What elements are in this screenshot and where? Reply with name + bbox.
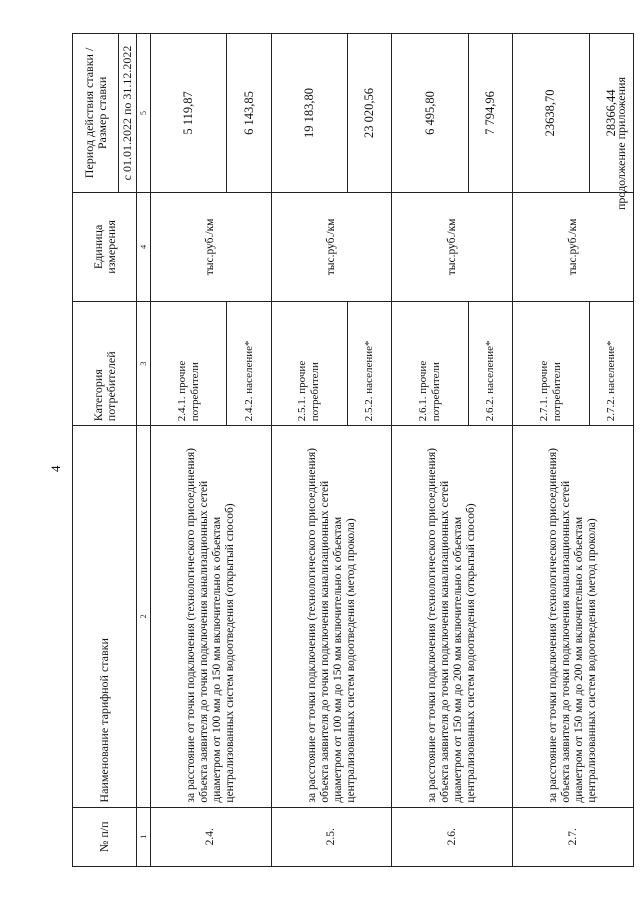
continuation-label: продолжение приложения bbox=[614, 77, 628, 210]
unit: тыс.руб./км bbox=[151, 192, 272, 301]
row-number: 2.5. bbox=[271, 807, 392, 866]
row-number: 2.4. bbox=[151, 807, 272, 866]
rate-name: за расстояние от точки подключения (технологического присоединения) объекта заявителя до точки подключения канализационных сетей диаметром от 100 мм до 150 мм включительно к объектам централизованных систем водоотведения (метод прокола) bbox=[271, 426, 392, 807]
page-number: 4 bbox=[48, 465, 63, 472]
consumer-category: 2.4.1. прочие потребители bbox=[151, 301, 227, 425]
column-index: 2 bbox=[137, 426, 151, 807]
rate-value: 6 495,80 bbox=[392, 34, 468, 193]
consumer-category: 2.5.1. прочие потребители bbox=[271, 301, 347, 425]
column-index: 3 bbox=[137, 301, 151, 425]
header-period-range: с 01.01.2022 по 31.12.2022 bbox=[119, 34, 137, 193]
header-name: Наименование тарифной ставки bbox=[73, 426, 137, 807]
table-row bbox=[151, 34, 227, 867]
rate-value: 7 794,96 bbox=[468, 34, 512, 193]
column-index: 1 bbox=[137, 807, 151, 866]
consumer-category: 2.6.1. прочие потребители bbox=[392, 301, 468, 425]
rate-value: 23638,70 bbox=[513, 34, 589, 193]
consumer-category: 2.4.2. население* bbox=[227, 301, 271, 425]
unit: тыс.руб./км bbox=[513, 192, 634, 301]
rate-value: 19 183,80 bbox=[271, 34, 347, 193]
rate-value: 6 143,85 bbox=[227, 34, 271, 193]
table-row bbox=[513, 34, 589, 867]
consumer-category: 2.7.2. население* bbox=[589, 301, 633, 425]
row-number: 2.7. bbox=[513, 807, 634, 866]
unit: тыс.руб./км bbox=[392, 192, 513, 301]
table-row bbox=[392, 34, 468, 867]
consumer-category: 2.7.1. прочие потребители bbox=[513, 301, 589, 425]
header-period: Период действия ставки /Размер ставки bbox=[73, 34, 119, 193]
rate-name: за расстояние от точки подключения (технологического присоединения) объекта заявителя до точки подключения канализационных сетей диаметром от 150 мм до 200 мм включительно к объектам централизованных систем водоотведения (метод прокола) bbox=[513, 426, 634, 807]
rate-value: 23 020,56 bbox=[348, 34, 392, 193]
tariff-table bbox=[72, 33, 634, 867]
table-row bbox=[271, 34, 347, 867]
column-index-row bbox=[137, 34, 151, 867]
header-num: № п/п bbox=[73, 807, 137, 866]
unit: тыс.руб./км bbox=[271, 192, 392, 301]
rate-name: за расстояние от точки подключения (технологического присоединения) объекта заявителя до точки подключения канализационных сетей диаметром от 100 мм до 150 мм включительно к объектам централизованных систем водоотведения (открытый способ) bbox=[151, 426, 272, 807]
header-unit: Единица измерения bbox=[73, 192, 137, 301]
tariff-table-container bbox=[72, 33, 634, 867]
header-category: Категория потребителей bbox=[73, 301, 137, 425]
rate-value: 5 119,87 bbox=[151, 34, 227, 193]
column-index: 5 bbox=[137, 34, 151, 193]
consumer-category: 2.6.2. население* bbox=[468, 301, 512, 425]
rate-name: за расстояние от точки подключения (технологического присоединения) объекта заявителя до точки подключения канализационных сетей диаметром от 150 мм до 200 мм включительно к объектам централизованных систем водоотведения (открытый способ) bbox=[392, 426, 513, 807]
row-number: 2.6. bbox=[392, 807, 513, 866]
consumer-category: 2.5.2. население* bbox=[348, 301, 392, 425]
rate-value: 28366,44 bbox=[589, 34, 633, 193]
column-index: 4 bbox=[137, 192, 151, 301]
